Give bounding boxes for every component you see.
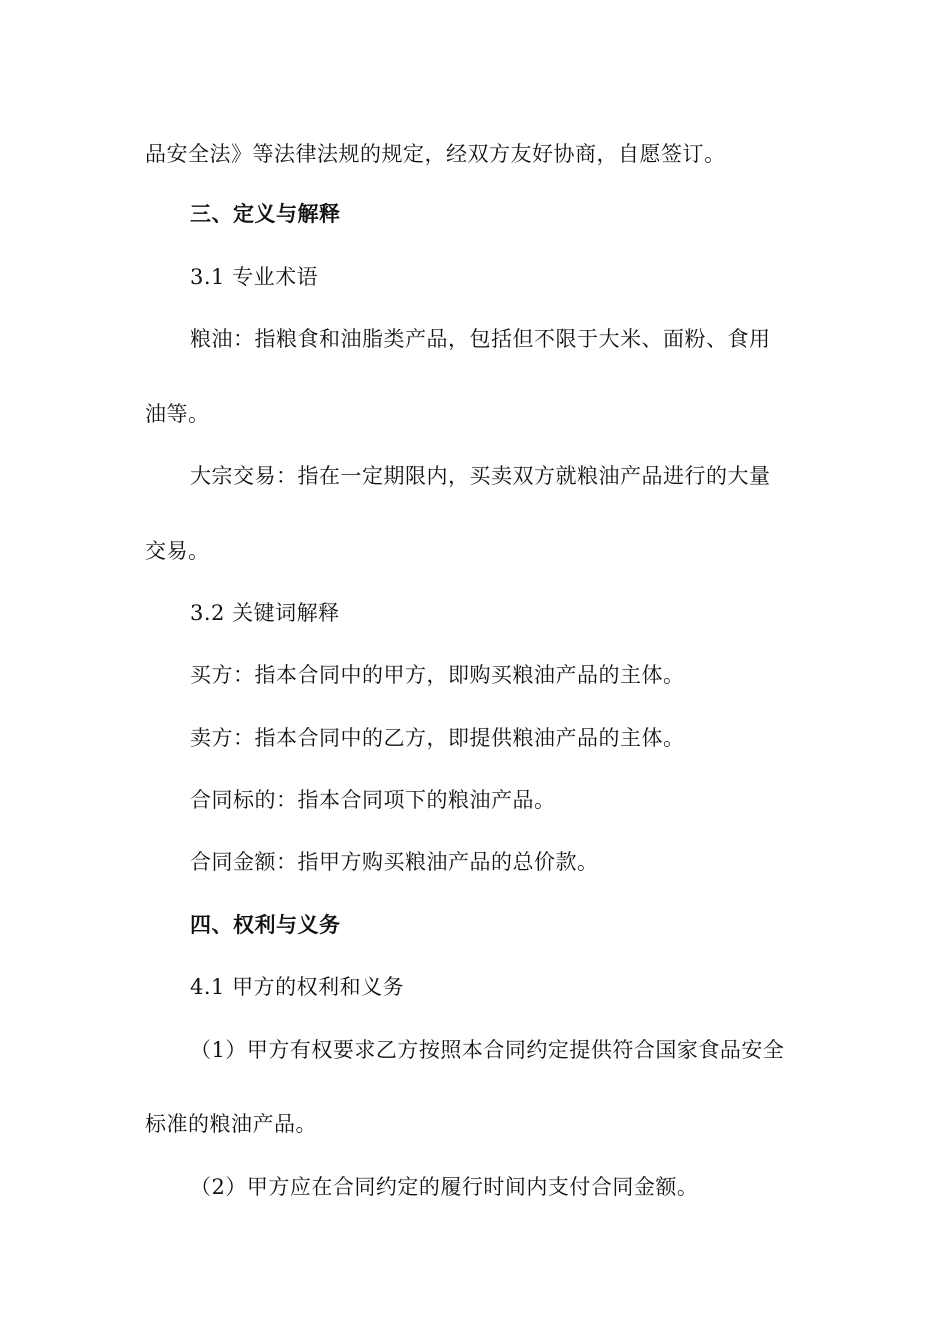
paragraph-continuation: 品安全法》等法律法规的规定，经双方友好协商，自愿签订。 [145,142,726,166]
subsection-heading-3-1: 3.1 专业术语 [190,265,319,289]
definition-contract-amount: 合同金额：指甲方购买粮油产品的总价款。 [190,850,599,874]
subsection-heading-3-2: 3.2 关键词解释 [190,601,340,625]
subsection-heading-4-1: 4.1 甲方的权利和义务 [190,975,405,999]
definition-grain-oil: 粮油：指粮食和油脂类产品，包括但不限于大米、面粉、食用 [190,327,771,351]
definition-seller: 卖方：指本合同中的乙方，即提供粮油产品的主体。 [190,726,685,750]
clause-4-1-1: （1）甲方有权要求乙方按照本合同约定提供符合国家食品安全 [190,1038,785,1062]
clause-4-1-2: （2）甲方应在合同约定的履行时间内支付合同金额。 [190,1175,699,1199]
definition-bulk-trade-cont: 交易。 [145,539,210,563]
clause-4-1-1-cont: 标准的粮油产品。 [145,1112,317,1136]
section-heading-3: 三、定义与解释 [190,202,341,226]
definition-grain-oil-cont: 油等。 [145,402,210,426]
definition-contract-subject: 合同标的：指本合同项下的粮油产品。 [190,788,556,812]
definition-buyer: 买方：指本合同中的甲方，即购买粮油产品的主体。 [190,663,685,687]
section-heading-4: 四、权利与义务 [190,913,341,937]
definition-bulk-trade: 大宗交易：指在一定期限内，买卖双方就粮油产品进行的大量 [190,464,771,488]
